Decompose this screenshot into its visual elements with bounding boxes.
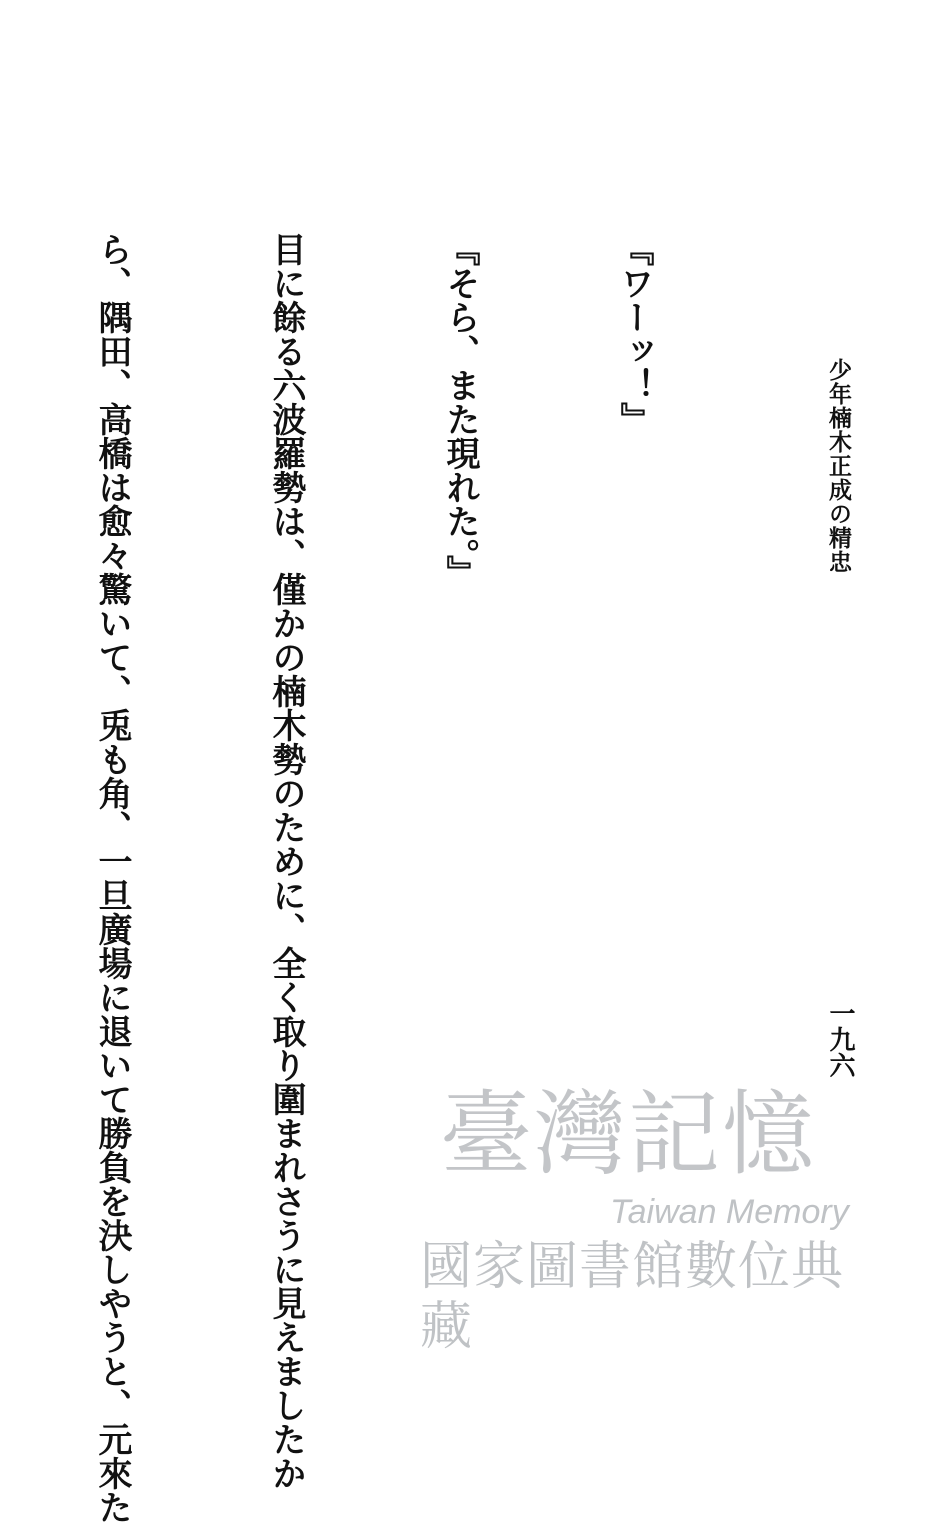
watermark-brand: 臺灣記憶 [440,1081,817,1188]
text-line-3: 目に餘る六波羅勢は、僅かの楠木勢のために、全く取り圍まれさうに見えましたか [266,232,306,1490]
page-number: 一九六 [825,1000,855,1078]
text-line-1: 『ワーッ！』 [614,232,654,436]
text-line-2: 『そら、また現れた。』 [440,232,480,589]
watermark-english: Taiwan Memory [610,1193,849,1231]
running-head: 少年楠木正成の精忠 [825,358,852,574]
watermark-library: 國家圖書館數位典藏 [420,1237,845,1357]
body-text [0,232,779,1524]
text-line-4: ら、隅田、高橋は愈々驚いて、兎も角、一旦廣場に退いて勝負を決しやうと、元來た [92,232,132,1524]
